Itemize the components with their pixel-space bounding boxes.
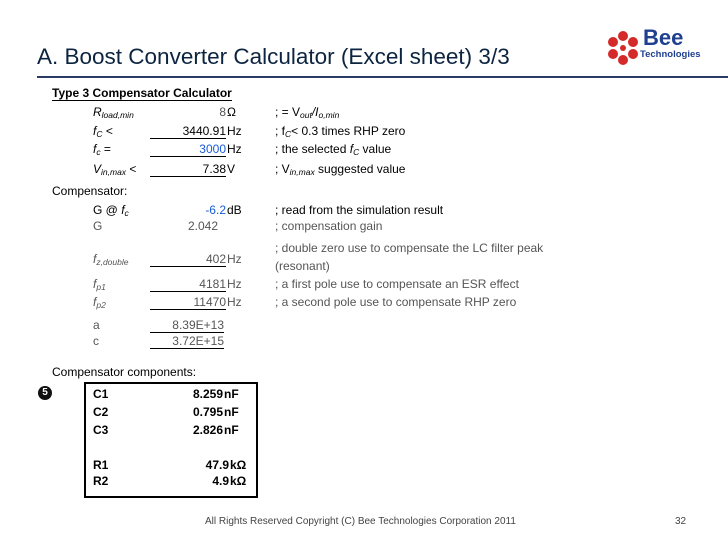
param-value-fp2[interactable]: 11470: [150, 295, 226, 310]
param-note-fp2: ; a second pole use to compensate RHP zero: [275, 295, 517, 309]
param-label-fp1: $f_{p1}$: [93, 277, 106, 292]
param-note-vin-max: ; $V_{in,max}$ suggested value: [275, 162, 406, 177]
param-unit-fc-max: Hz: [227, 124, 242, 138]
param-note-rload: ; = $V_{out}/I_{o,min}$: [275, 105, 340, 120]
param-label-fz-double: $f_{z,double}$: [93, 252, 129, 267]
param-value-a[interactable]: 8.39E+13: [150, 318, 224, 333]
bee-logo-icon: [603, 28, 643, 68]
param-note-fz-double-cont: (resonant): [275, 259, 330, 273]
title-divider: [37, 76, 728, 78]
param-label-fp2: $f_{p2}$: [93, 295, 106, 310]
component-unit-c1: nF: [224, 387, 239, 401]
component-value-r2[interactable]: 4.9: [212, 474, 229, 488]
param-value-gain[interactable]: 2.042: [187, 219, 218, 233]
component-unit-r2: kΩ: [230, 474, 247, 488]
bee-technologies-logo: [603, 25, 725, 72]
param-note-fp1: ; a first pole use to compensate an ESR effect: [275, 277, 519, 291]
param-value-fz-double[interactable]: 402: [150, 252, 226, 267]
compensator-heading: Compensator:: [52, 184, 128, 198]
component-value-c2[interactable]: 0.795: [192, 405, 223, 419]
component-unit-c3: nF: [224, 423, 239, 437]
param-value-fc-max[interactable]: 3440.91: [150, 124, 226, 139]
param-note-gain-at-fc: ; read from the simulation result: [275, 203, 444, 217]
param-unit-fp2: Hz: [227, 295, 242, 309]
param-unit-gain-at-fc: dB: [227, 203, 242, 217]
logo-brand-text: Bee: [643, 25, 684, 50]
param-value-gain-at-fc[interactable]: -6.2: [205, 203, 226, 217]
param-value-vin-max[interactable]: 7.38: [150, 162, 226, 177]
param-value-rload[interactable]: 8: [219, 105, 226, 119]
logo-tagline: Technologies: [640, 49, 701, 60]
param-value-fp1[interactable]: 4181: [150, 277, 226, 292]
components-heading: Compensator components:: [52, 365, 197, 379]
copyright-footer: All Rights Reserved Copyright (C) Bee Technologies Corporation 2011: [205, 516, 516, 527]
step-bullet-icon: 5: [38, 386, 52, 400]
slide-title: A. Boost Converter Calculator (Excel sheet) 3/3: [37, 44, 510, 69]
param-note-fc-max: ; $f_C< 0.3$ times RHP zero: [275, 124, 406, 139]
param-label-c: c: [93, 334, 99, 348]
component-name-c2: C2: [93, 405, 109, 419]
param-unit-fp1: Hz: [227, 277, 242, 291]
param-note-gain: ; compensation gain: [275, 219, 383, 233]
param-label-fc-selected: $f_c$ =: [93, 142, 111, 157]
page-number: 32: [675, 516, 687, 527]
param-unit-rload: Ω: [227, 105, 236, 119]
component-name-r1: R1: [93, 458, 109, 472]
component-value-r1[interactable]: 47.9: [205, 458, 229, 472]
param-label-gain-at-fc: G @ $f_c$: [93, 203, 129, 218]
param-label-a: a: [93, 318, 100, 332]
param-unit-vin-max: V: [227, 162, 236, 176]
param-note-fc-selected: ; the selected $f_C$ value: [275, 142, 392, 157]
section-title-underline: [52, 100, 232, 101]
component-name-c1: C1: [93, 387, 109, 401]
section-title: Type 3 Compensator Calculator: [52, 86, 232, 100]
component-value-c3[interactable]: 2.826: [192, 423, 223, 437]
component-name-c3: C3: [93, 423, 109, 437]
param-label-rload: $R_{load,min}$: [93, 105, 134, 120]
param-label-vin-max: $V_{in,max}$ <: [93, 162, 137, 177]
param-unit-fc-selected: Hz: [227, 142, 242, 156]
param-label-fc-max: $f_C$ <: [93, 124, 113, 139]
param-value-c[interactable]: 3.72E+15: [150, 334, 224, 349]
component-name-r2: R2: [93, 474, 109, 488]
param-value-fc-selected[interactable]: 3000: [150, 142, 226, 157]
param-label-gain: G: [93, 219, 103, 233]
param-unit-fz-double: Hz: [227, 252, 242, 266]
component-unit-c2: nF: [224, 405, 239, 419]
param-note-fz-double: ; double zero use to compensate the LC filter peak: [275, 241, 544, 255]
component-value-c1[interactable]: 8.259: [192, 387, 223, 401]
component-unit-r1: kΩ: [230, 458, 247, 472]
